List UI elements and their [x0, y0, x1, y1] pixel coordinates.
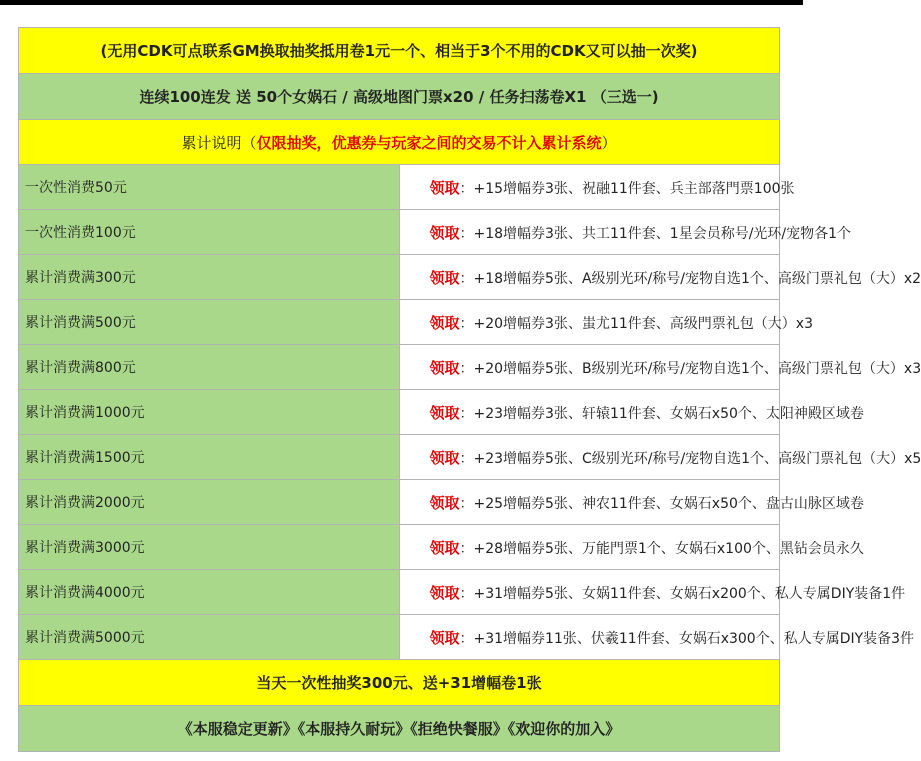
tier-label: 累计消费满1500元	[19, 435, 400, 480]
footer-row-slogan	[19, 706, 780, 752]
tier-reward	[399, 255, 921, 300]
tier-label: 累计消费满800元	[19, 345, 400, 390]
footer-row-daily	[19, 660, 780, 706]
explain-highlight: 仅限抽奖，优惠券与玩家之间的交易不计入累计系统	[256, 133, 602, 152]
receive-label: 领取	[429, 448, 460, 467]
tier-reward	[399, 525, 864, 570]
tier-reward	[399, 480, 864, 525]
tier-row	[19, 525, 780, 570]
receive-label: 领取	[429, 403, 460, 422]
receive-label: 领取	[429, 178, 460, 197]
colon: ：	[459, 450, 474, 467]
colon: ：	[459, 630, 474, 647]
tier-label: 累计消费满5000元	[19, 615, 400, 660]
receive-label: 领取	[429, 313, 460, 332]
reward-table	[18, 27, 921, 752]
reward-text: +31增幅券5张、女娲11件套、女娲石x200个、私人专属DIY装备1件	[473, 585, 906, 602]
reward-text: +15增幅券3张、祝融11件套、兵主部落門票100张	[473, 180, 795, 197]
tier-label: 一次性消费50元	[19, 165, 400, 210]
tier-row	[19, 165, 780, 210]
header-bonus-text: 连续100连发 送 50个女娲石 / 高级地图门票x20 / 任务扫荡卷X1 （三选一)	[19, 74, 780, 120]
receive-label: 领取	[429, 223, 460, 242]
tier-row	[19, 210, 780, 255]
tier-label: 累计消费满500元	[19, 300, 400, 345]
reward-text: +18增幅券5张、A级别光环/称号/宠物自选1个、高级门票礼包（大）x2	[473, 270, 921, 287]
colon: ：	[459, 270, 474, 287]
reward-text: +25增幅券5张、神农11件套、女娲石x50个、盘古山脉区域卷	[473, 495, 864, 512]
receive-label: 领取	[429, 358, 460, 377]
colon: ：	[459, 360, 474, 377]
explain-suffix: ）	[601, 133, 617, 152]
header-row-cdk	[19, 28, 780, 74]
tier-reward	[399, 570, 906, 615]
header-row-bonus	[19, 74, 780, 120]
colon: ：	[459, 585, 474, 602]
tier-reward	[399, 300, 813, 345]
tier-reward	[399, 615, 915, 660]
receive-label: 领取	[429, 493, 460, 512]
receive-label: 领取	[429, 628, 460, 647]
colon: ：	[459, 405, 474, 422]
reward-text: +20增幅券3张、蚩尤11件套、高级門票礼包（大）x3	[473, 315, 813, 332]
receive-label: 领取	[429, 538, 460, 557]
tier-reward	[399, 345, 921, 390]
tier-label: 一次性消费100元	[19, 210, 400, 255]
tier-label: 累计消费满300元	[19, 255, 400, 300]
reward-text: +28增幅券5张、万能門票1个、女娲石x100个、黑钻会员永久	[473, 540, 864, 557]
tier-row	[19, 570, 780, 615]
colon: ：	[459, 180, 474, 197]
tier-row	[19, 435, 780, 480]
reward-text: +20增幅券5张、B级别光环/称号/宠物自选1个、高级门票礼包（大）x3	[473, 360, 921, 377]
receive-label: 领取	[429, 583, 460, 602]
tier-label: 累计消费满4000元	[19, 570, 400, 615]
explain-cell	[19, 120, 780, 165]
tier-row	[19, 255, 780, 300]
reward-text: +31增幅券11张、伏羲11件套、女娲石x300个、私人专属DIY装备3件	[473, 630, 915, 647]
tier-row	[19, 300, 780, 345]
colon: ：	[459, 225, 474, 242]
tier-reward	[399, 435, 921, 480]
tier-row	[19, 480, 780, 525]
reward-text: +18增幅券3张、共工11件套、1星会员称号/光环/宠物各1个	[473, 225, 852, 242]
tier-row	[19, 615, 780, 660]
footer-daily-text: 当天一次性抽奖300元、送+31增幅卷1张	[19, 660, 780, 706]
tier-reward	[399, 390, 864, 435]
tier-label: 累计消费满3000元	[19, 525, 400, 570]
explain-row	[19, 120, 780, 165]
top-border	[0, 0, 803, 5]
tier-row	[19, 390, 780, 435]
colon: ：	[459, 315, 474, 332]
tier-label: 累计消费满2000元	[19, 480, 400, 525]
header-cdk-text: (无用CDK可点联系GM换取抽奖抵用卷1元一个、相当于3个不用的CDK又可以抽一次奖)	[19, 28, 780, 74]
reward-text: +23增幅券3张、轩辕11件套、女娲石x50个、太阳神殿区域卷	[473, 405, 864, 422]
tier-label: 累计消费满1000元	[19, 390, 400, 435]
tier-row	[19, 345, 780, 390]
receive-label: 领取	[429, 268, 460, 287]
colon: ：	[459, 540, 474, 557]
reward-text: +23增幅券5张、C级别光环/称号/宠物自选1个、高级门票礼包（大）x5	[473, 450, 921, 467]
tier-reward	[399, 210, 852, 255]
footer-slogan-text: 《本服稳定更新》《本服持久耐玩》《拒绝快餐服》《欢迎你的加入》	[19, 706, 780, 752]
explain-prefix: 累计说明（	[181, 133, 257, 152]
tier-reward	[399, 165, 795, 210]
colon: ：	[459, 495, 474, 512]
